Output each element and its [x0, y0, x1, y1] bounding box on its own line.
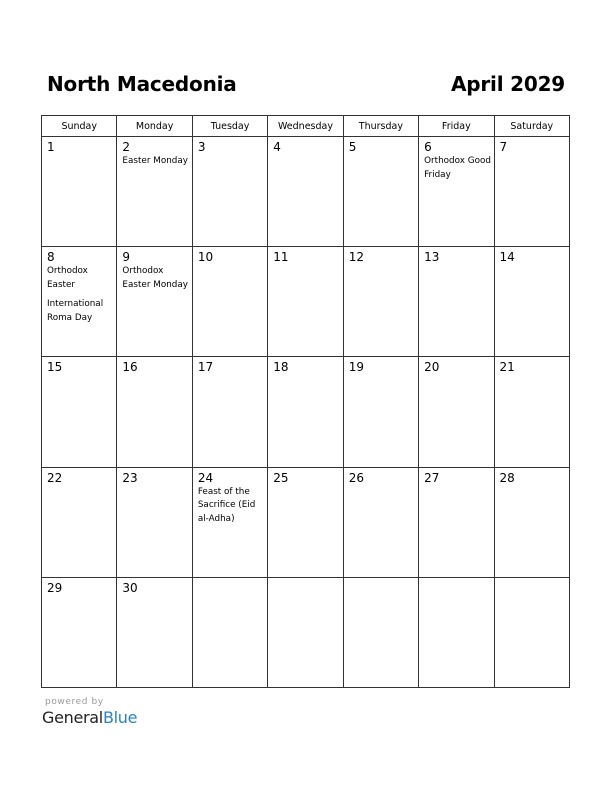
calendar-body [42, 137, 570, 688]
weekday-friday: Friday [419, 116, 494, 137]
day-cell [343, 467, 418, 577]
day-cell [192, 467, 267, 577]
day-cell [494, 577, 569, 687]
day-number: 18 [273, 360, 289, 375]
day-cell [192, 247, 267, 357]
day-number: 23 [122, 470, 138, 485]
day-cell [42, 247, 117, 357]
day-number: 28 [499, 470, 515, 485]
week-row [42, 467, 570, 577]
day-cell [494, 467, 569, 577]
day-number: 20 [424, 360, 440, 375]
day-cell [419, 137, 494, 247]
day-number: 5 [348, 140, 357, 154]
calendar-grid [41, 115, 570, 688]
day-cell [117, 137, 192, 247]
day-cell [192, 357, 267, 467]
logo-general-text: General [42, 708, 103, 727]
day-cell [343, 247, 418, 357]
day-cell [343, 357, 418, 467]
day-number: 29 [47, 580, 63, 595]
week-row [42, 137, 570, 247]
week-row [42, 577, 570, 687]
day-cell [419, 577, 494, 687]
day-cell [419, 357, 494, 467]
holiday-label: Orthodox Easter [47, 266, 88, 290]
holiday-label: Orthodox Easter Monday [122, 266, 188, 290]
weekday-thursday: Thursday [343, 116, 418, 137]
weekday-wednesday: Wednesday [268, 116, 343, 137]
day-cell [494, 357, 569, 467]
week-row [42, 357, 570, 467]
day-number: 21 [499, 360, 515, 375]
day-number: 12 [348, 250, 364, 265]
holiday-label: Orthodox Good Friday [424, 156, 491, 180]
day-number: 15 [47, 360, 63, 375]
generalblue-logo[interactable] [42, 708, 137, 727]
week-row [42, 247, 570, 357]
day-cell [192, 577, 267, 687]
day-number: 30 [122, 580, 138, 595]
day-number: 24 [197, 470, 214, 485]
day-number: 26 [348, 470, 364, 485]
day-number: 10 [197, 250, 214, 265]
day-cell [42, 357, 117, 467]
day-number: 1 [47, 140, 55, 154]
country-title: North Macedonia [47, 72, 237, 96]
day-number: 4 [273, 140, 281, 154]
powered-by-text: powered by [45, 697, 104, 707]
day-cell [268, 137, 343, 247]
holiday-label: Easter Monday [122, 156, 188, 166]
day-number: 25 [273, 470, 289, 485]
day-cell [268, 247, 343, 357]
weekday-tuesday: Tuesday [192, 116, 267, 137]
day-cell [42, 577, 117, 687]
day-cell [42, 137, 117, 247]
day-cell [343, 577, 418, 687]
holiday-label: Feast of the Sacrifice (Eid al-Adha) [197, 486, 256, 524]
day-number: 16 [122, 360, 138, 375]
day-number: 2 [122, 140, 131, 154]
weekday-sunday: Sunday [42, 116, 117, 137]
day-cell [268, 577, 343, 687]
day-cell [268, 467, 343, 577]
day-number: 11 [273, 250, 289, 265]
weekday-saturday: Saturday [494, 116, 569, 137]
weekday-header-row [42, 116, 570, 137]
day-number: 13 [424, 250, 440, 265]
day-cell [117, 467, 192, 577]
day-cell [117, 357, 192, 467]
day-number: 17 [197, 360, 214, 375]
day-number: 3 [197, 140, 206, 154]
day-number: 14 [499, 250, 515, 265]
day-number: 8 [47, 250, 55, 265]
day-cell [419, 247, 494, 357]
day-number: 6 [424, 140, 432, 154]
day-cell [117, 247, 192, 357]
day-number: 19 [348, 360, 364, 375]
month-year-title: April 2029 [451, 72, 565, 96]
day-cell [117, 577, 192, 687]
day-number: 7 [499, 140, 508, 154]
day-cell [192, 137, 267, 247]
day-number: 9 [122, 250, 131, 265]
day-cell [419, 467, 494, 577]
day-cell [494, 247, 569, 357]
logo-blue-text: Blue [102, 708, 138, 727]
weekday-monday: Monday [117, 116, 192, 137]
day-cell [343, 137, 418, 247]
day-number: 27 [424, 470, 440, 485]
day-cell [42, 467, 117, 577]
holiday-label: International Roma Day [47, 299, 104, 323]
day-cell [494, 137, 569, 247]
day-number: 22 [47, 470, 63, 485]
day-cell [268, 357, 343, 467]
